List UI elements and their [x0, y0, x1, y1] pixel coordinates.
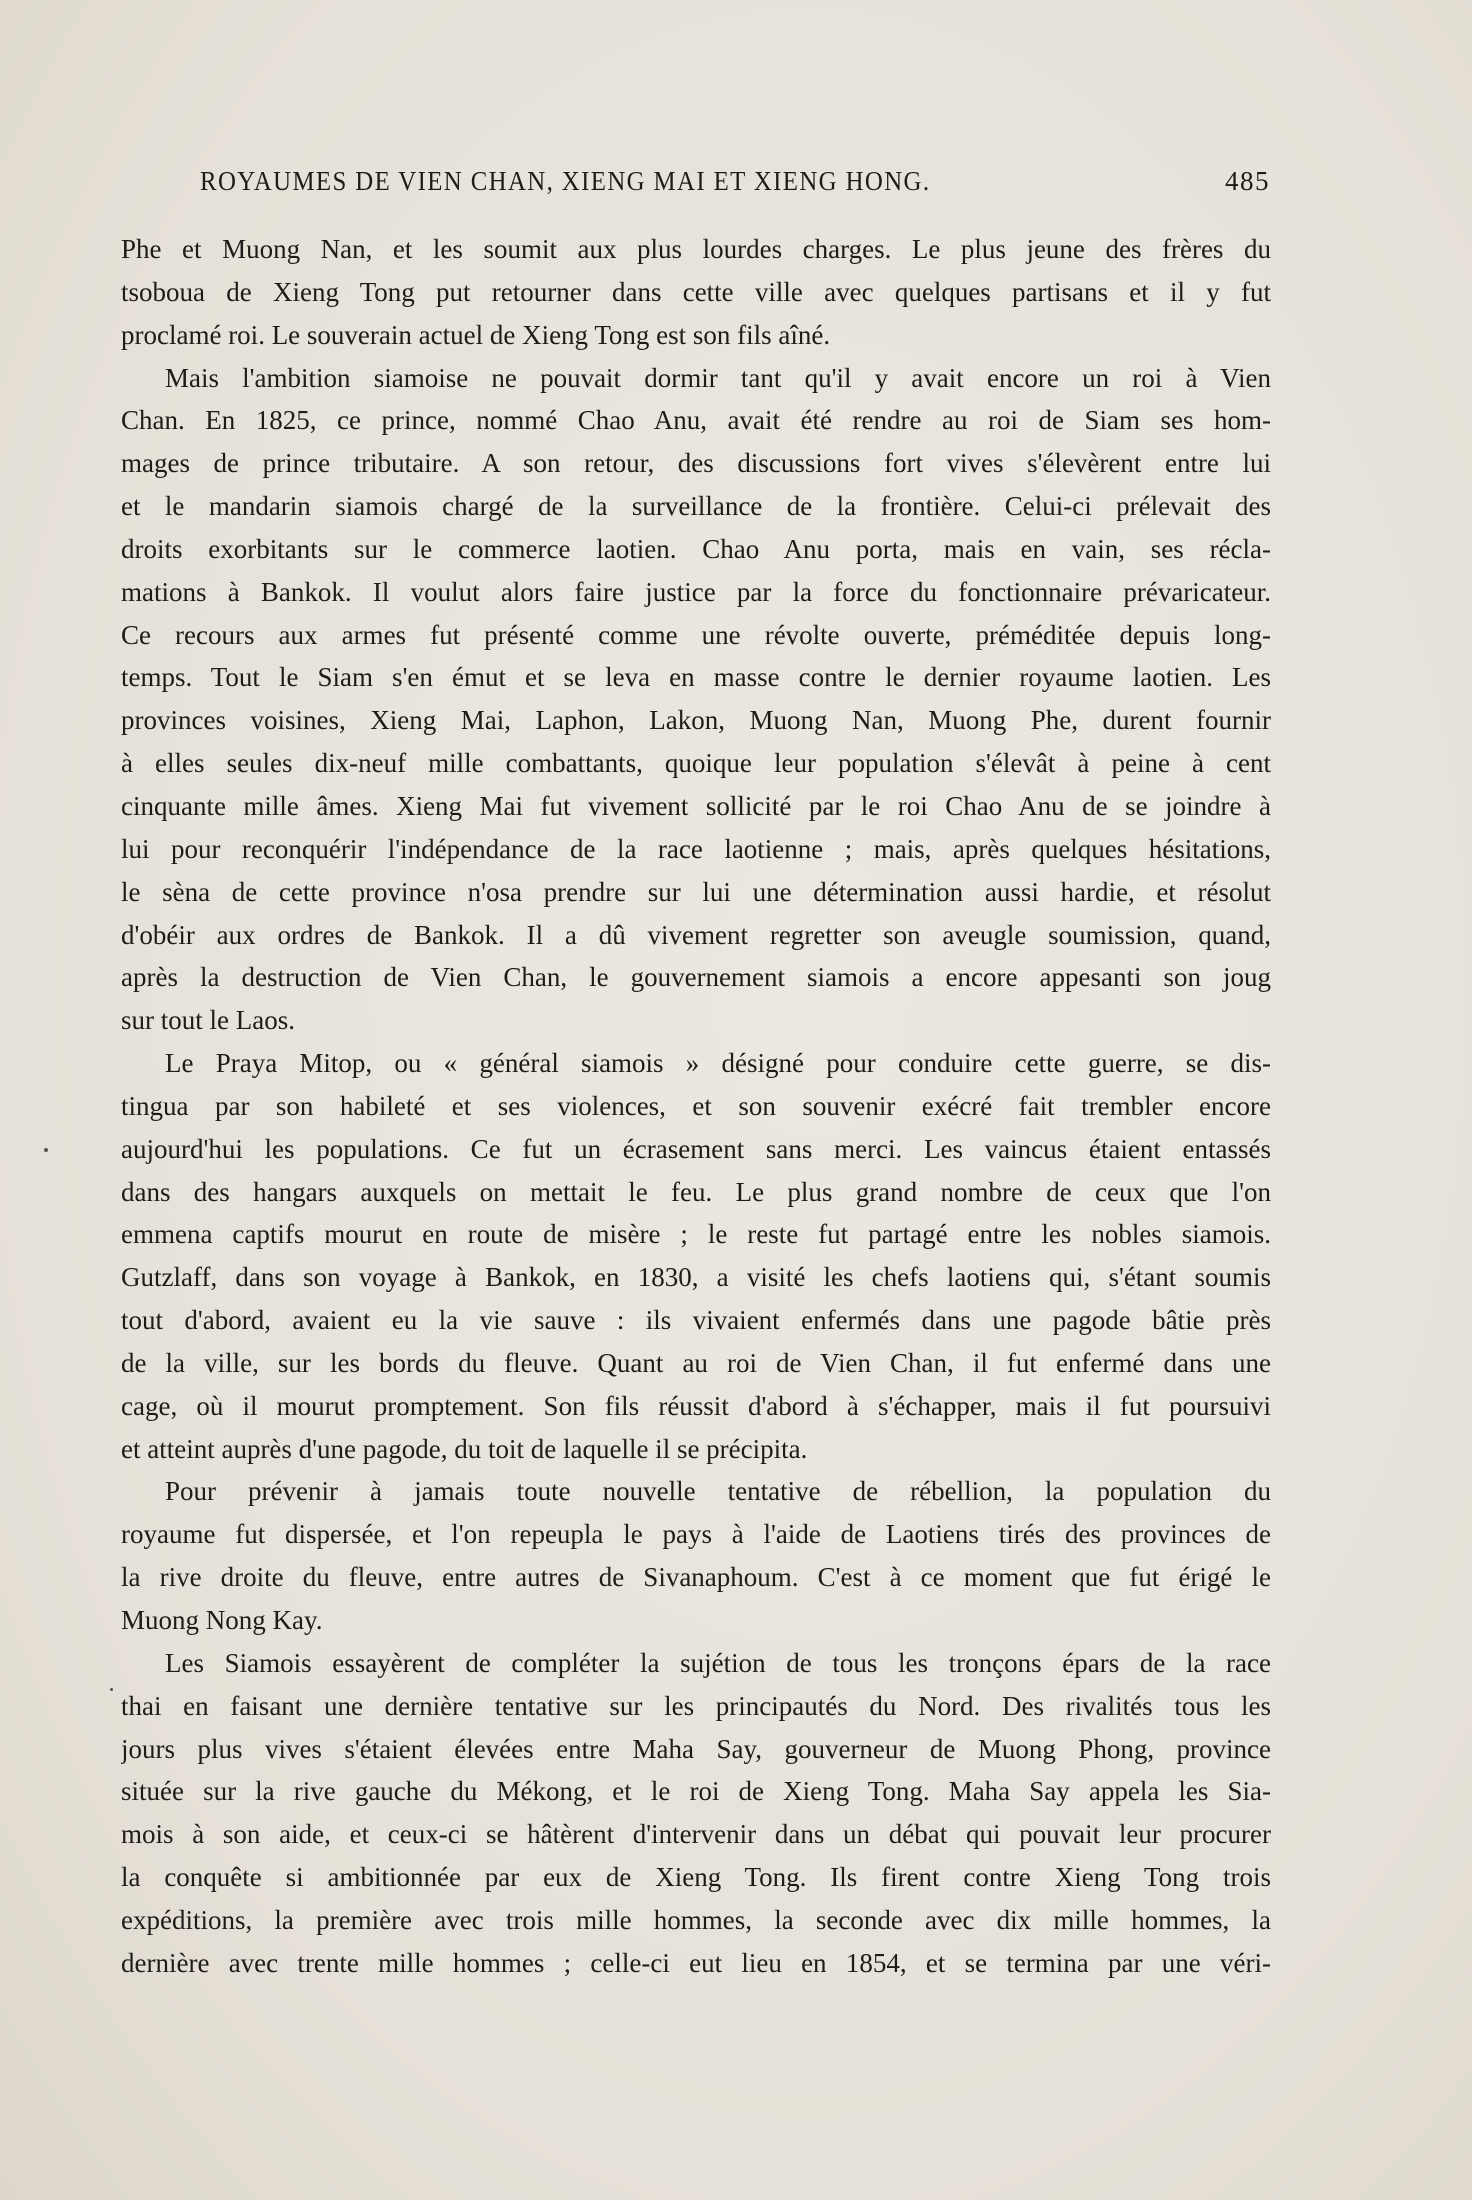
- text-line: tingua par son habileté et ses violences, et son souvenir exécré fait trembler encore: [121, 1090, 1271, 1121]
- text-line: Le Praya Mitop, ou « général siamois » désigné pour conduire cette guerre, se dis-: [165, 1048, 1271, 1079]
- paragraph: [121, 357, 1271, 1043]
- running-header: [200, 166, 1270, 197]
- text-line: tout d'abord, avaient eu la vie sauve : ils vivaient enfermés dans une pagode bâtie près: [121, 1305, 1271, 1336]
- text-line: Mais l'ambition siamoise ne pouvait dormir tant qu'il y avait encore un roi à Vien: [165, 362, 1271, 393]
- text-line: temps. Tout le Siam s'en émut et se leva en masse contre le dernier royaume laotien. Les: [121, 662, 1271, 693]
- text-line: située sur la rive gauche du Mékong, et le roi de Xieng Tong. Maha Say appela les Sia-: [121, 1776, 1271, 1807]
- text-line: provinces voisines, Xieng Mai, Laphon, Lakon, Muong Nan, Muong Phe, durent fournir: [121, 705, 1271, 736]
- text-line: lui pour reconquérir l'indépendance de la race laotienne ; mais, après quelques hésitations,: [121, 833, 1271, 864]
- text-line: emmena captifs mourut en route de misère ; le reste fut partagé entre les nobles siamois.: [121, 1219, 1271, 1250]
- paragraph: [121, 1642, 1271, 1985]
- text-line: cinquante mille âmes. Xieng Mai fut vivement sollicité par le roi Chao Anu de se joindre à: [121, 790, 1271, 821]
- text-line: et le mandarin siamois chargé de la surveillance de la frontière. Celui-ci prélevait des: [121, 491, 1271, 522]
- print-speck: [44, 1148, 48, 1152]
- text-line: mages de prince tributaire. A son retour, des discussions fort vives s'élevèrent entre lui: [121, 448, 1271, 479]
- text-line: Ce recours aux armes fut présenté comme une révolte ouverte, préméditée depuis long-: [121, 619, 1271, 650]
- text-line: le sèna de cette province n'osa prendre sur lui une détermination aussi hardie, et résolut: [121, 876, 1271, 907]
- text-line: sur tout le Laos.: [121, 1005, 295, 1036]
- body-text: [121, 228, 1271, 1985]
- text-line: Chan. En 1825, ce prince, nommé Chao Anu, avait été rendre au roi de Siam ses hom-: [121, 405, 1271, 436]
- text-line: royaume fut dispersée, et l'on repeupla le pays à l'aide de Laotiens tirés des provinces de: [121, 1519, 1271, 1550]
- paragraph: [121, 1470, 1271, 1641]
- text-line: thai en faisant une dernière tentative sur les principautés du Nord. Des rivalités tous les: [121, 1690, 1271, 1721]
- print-speck: [110, 1688, 113, 1691]
- text-line: expéditions, la première avec trois mille hommes, la seconde avec dix mille hommes, la: [121, 1904, 1271, 1935]
- text-line: dernière avec trente mille hommes ; celle-ci eut lieu en 1854, et se termina par une véri-: [121, 1947, 1271, 1978]
- text-line: et atteint auprès d'une pagode, du toit de laquelle il se précipita.: [121, 1433, 808, 1464]
- text-line: jours plus vives s'étaient élevées entre Maha Say, gouverneur de Muong Phong, province: [121, 1733, 1271, 1764]
- text-line: tsoboua de Xieng Tong put retourner dans cette ville avec quelques partisans et il y fut: [121, 276, 1271, 307]
- text-line: après la destruction de Vien Chan, le gouvernement siamois a encore appesanti son joug: [121, 962, 1271, 993]
- text-line: aujourd'hui les populations. Ce fut un écrasement sans merci. Les vaincus étaient entassés: [121, 1133, 1271, 1164]
- text-line: d'obéir aux ordres de Bankok. Il a dû vivement regretter son aveugle soumission, quand,: [121, 919, 1271, 950]
- paragraph: [121, 1042, 1271, 1470]
- text-line: à elles seules dix-neuf mille combattants, quoique leur population s'élevât à peine à cent: [121, 748, 1271, 779]
- text-line: mois à son aide, et ceux-ci se hâtèrent d'intervenir dans un débat qui pouvait leur procurer: [121, 1819, 1271, 1850]
- paragraph: [121, 228, 1271, 357]
- text-line: Muong Nong Kay.: [121, 1605, 323, 1635]
- text-line: Les Siamois essayèrent de compléter la sujétion de tous les tronçons épars de la race: [165, 1647, 1271, 1678]
- text-line: proclamé roi. Le souverain actuel de Xieng Tong est son fils aîné.: [121, 319, 831, 350]
- text-line: mations à Bankok. Il voulut alors faire justice par la force du fonctionnaire prévaricateur.: [121, 576, 1271, 607]
- text-line: la conquête si ambitionnée par eux de Xieng Tong. Ils firent contre Xieng Tong trois: [121, 1862, 1271, 1893]
- text-line: droits exorbitants sur le commerce laotien. Chao Anu porta, mais en vain, ses récla-: [121, 533, 1271, 564]
- page-number: 485: [1225, 166, 1270, 196]
- text-line: de la ville, sur les bords du fleuve. Quant au roi de Vien Chan, il fut enfermé dans une: [121, 1347, 1271, 1378]
- text-line: Pour prévenir à jamais toute nouvelle tentative de rébellion, la population du: [165, 1476, 1271, 1507]
- text-line: la rive droite du fleuve, entre autres de Sivanaphoum. C'est à ce moment que fut érigé le: [121, 1562, 1271, 1593]
- running-title: ROYAUMES DE VIEN CHAN, XIENG MAI ET XIENG HONG.: [200, 166, 931, 196]
- text-line: cage, où il mourut promptement. Son fils réussit d'abord à s'échapper, mais il fut poursuivi: [121, 1390, 1271, 1421]
- text-line: Phe et Muong Nan, et les soumit aux plus lourdes charges. Le plus jeune des frères du: [121, 234, 1271, 264]
- text-line: Gutzlaff, dans son voyage à Bankok, en 1830, a visité les chefs laotiens qui, s'étant soumis: [121, 1262, 1271, 1293]
- text-line: dans des hangars auxquels on mettait le feu. Le plus grand nombre de ceux que l'on: [121, 1176, 1271, 1207]
